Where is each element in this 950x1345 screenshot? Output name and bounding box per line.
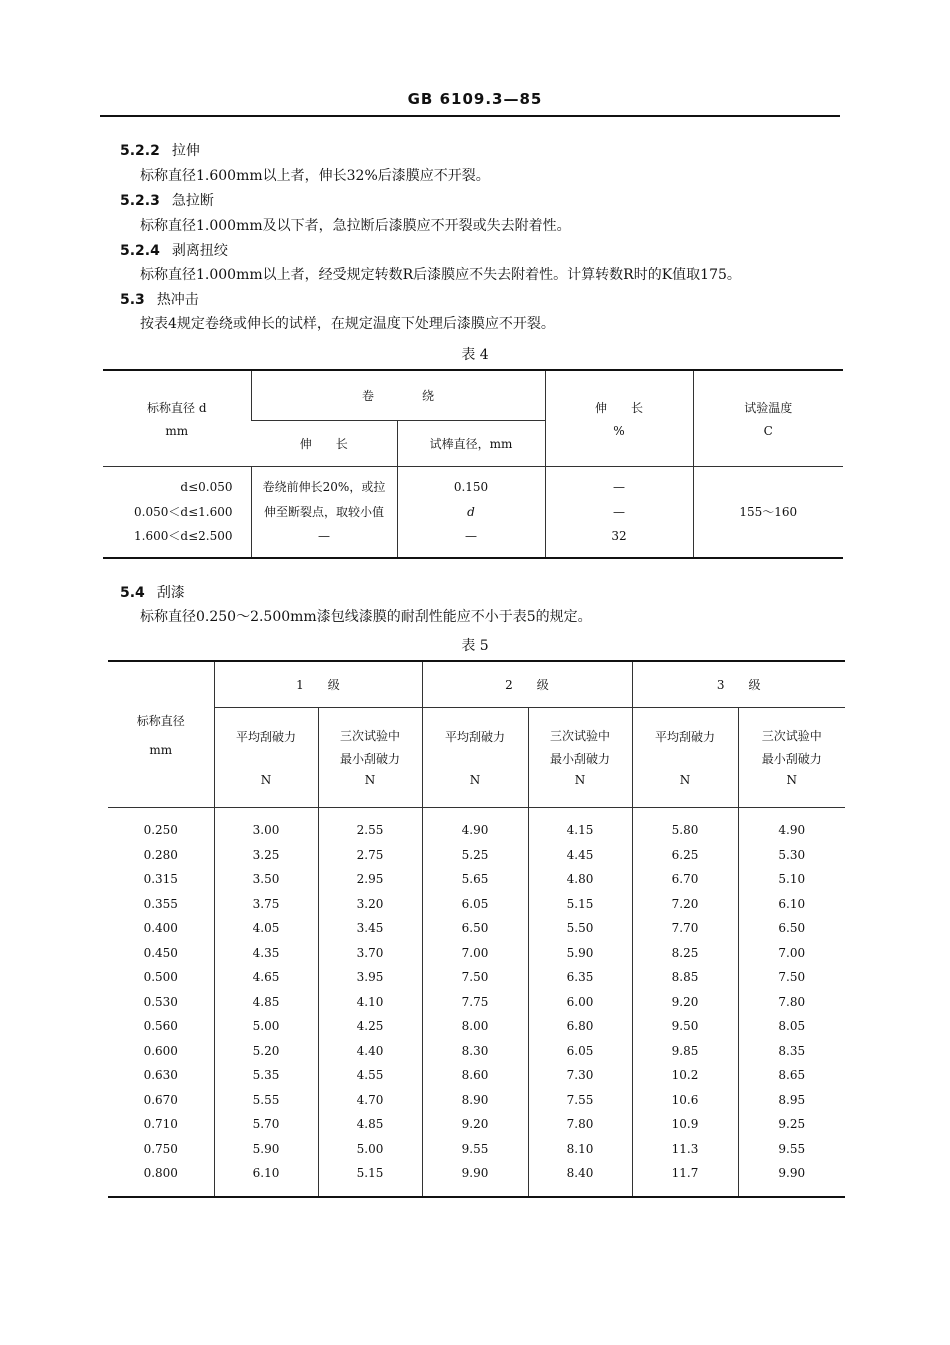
- t4-col-wind-elong: 卷绕前伸长20%，或拉 伸至断裂点，取较小值 —: [251, 466, 397, 558]
- table-cell: 9.20: [461, 1117, 489, 1131]
- table-cell: 5.10: [778, 872, 806, 886]
- t5-col-g1-avg: [214, 807, 318, 1197]
- header-rule: [100, 115, 840, 117]
- heading-5-4: 5.4 刮漆: [120, 585, 185, 601]
- table-cell: 8.90: [461, 1092, 489, 1107]
- table-cell: 3.25: [252, 847, 280, 862]
- table-cell: 5.90: [566, 945, 594, 960]
- table-cell: 10.9: [671, 1117, 699, 1131]
- t5-col-g1-min: [318, 807, 422, 1197]
- table-cell: 7.50: [461, 970, 489, 984]
- table-cell: 0.800: [143, 1166, 178, 1180]
- t4-head-temp: 试验温度 C: [693, 370, 843, 466]
- table5-caption: 表 5: [461, 638, 489, 654]
- table-cell: 0.500: [143, 970, 178, 984]
- table-cell: 5.65: [461, 872, 489, 886]
- doc-header: GB 6109.3—85: [407, 90, 543, 108]
- table-cell: 10.2: [671, 1068, 699, 1082]
- t5-head-g3-avg: 平均刮破力 N: [632, 707, 738, 807]
- table-cell: 3.20: [356, 896, 384, 911]
- table-cell: 4.05: [252, 921, 280, 935]
- table-cell: 7.20: [671, 896, 699, 911]
- table-cell: 6.50: [461, 921, 489, 935]
- table-cell: 0.355: [143, 896, 178, 911]
- table-cell: 7.75: [461, 994, 489, 1009]
- table-cell: 5.70: [252, 1117, 280, 1131]
- table-cell: 8.60: [461, 1068, 489, 1082]
- para-5-3: 按表4规定卷绕或伸长的试样，在规定温度下处理后漆膜应不开裂。: [140, 316, 555, 332]
- table-cell: 5.90: [252, 1141, 280, 1156]
- table-cell: 0.530: [143, 994, 178, 1009]
- table-cell: 4.15: [566, 823, 594, 837]
- table-cell: 8.25: [671, 945, 699, 960]
- table-cell: 4.70: [356, 1092, 384, 1107]
- t5-head-grade-2: 2 级: [422, 661, 632, 707]
- table-cell: 0.560: [143, 1019, 178, 1033]
- table-cell: 5.25: [461, 847, 489, 862]
- table-cell: 7.30: [566, 1068, 594, 1082]
- table-cell: 8.00: [461, 1019, 489, 1033]
- table-cell: 5.50: [566, 921, 594, 935]
- table-cell: 2.55: [356, 823, 384, 837]
- table-cell: 0.450: [143, 945, 178, 960]
- t5-col-g2-min: [528, 807, 632, 1197]
- t5-head-g1-min: 三次试验中 最小刮破力 N: [318, 707, 422, 807]
- t5-col-g2-avg: [422, 807, 528, 1197]
- table-cell: 5.15: [566, 896, 594, 911]
- table-cell: 8.65: [778, 1068, 806, 1082]
- table-cell: 7.80: [566, 1117, 594, 1131]
- table-cell: 4.90: [778, 823, 806, 837]
- t5-head-g3-min: 三次试验中 最小刮破力 N: [738, 707, 845, 807]
- table-cell: 4.55: [356, 1068, 384, 1082]
- t5-col-diam: [108, 807, 214, 1197]
- table-cell: 3.50: [252, 872, 280, 886]
- para-5-2-3: 标称直径1.000mm及以下者，急拉断后漆膜应不开裂或失去附着性。: [140, 218, 571, 234]
- t5-head-g1-avg: 平均刮破力 N: [214, 707, 318, 807]
- table-cell: 9.55: [778, 1141, 806, 1156]
- table-cell: 9.90: [778, 1166, 806, 1180]
- table-cell: 4.25: [356, 1019, 384, 1033]
- table-cell: 4.35: [252, 945, 280, 960]
- table-cell: 4.85: [252, 994, 280, 1009]
- table-cell: 0.750: [143, 1141, 178, 1156]
- table-cell: 4.65: [252, 970, 280, 984]
- table-cell: 0.710: [143, 1117, 178, 1131]
- table-cell: 7.00: [461, 945, 489, 960]
- table-cell: 8.40: [566, 1166, 594, 1180]
- t4-head-rod: 试棒直径，mm: [397, 420, 545, 466]
- table-cell: 6.70: [671, 872, 699, 886]
- table-cell: 5.80: [671, 823, 699, 837]
- t4-head-elong: 伸 长 %: [545, 370, 693, 466]
- table-cell: 6.10: [252, 1166, 280, 1180]
- heading-5-2-4: 5.2.4 剥离扭绞: [120, 243, 228, 259]
- table-cell: 7.50: [778, 970, 806, 984]
- para-5-2-4: 标称直径1.000mm以上者，经受规定转数R后漆膜应不失去附着性。计算转数R时的K值取175。: [140, 267, 741, 283]
- table-cell: 8.85: [671, 970, 699, 984]
- t5-col-g3-min: [738, 807, 845, 1197]
- table-cell: 6.05: [461, 896, 489, 911]
- table-cell: 9.55: [461, 1141, 489, 1156]
- t4-col-elong: — — 32: [545, 466, 693, 558]
- table-cell: 5.30: [778, 847, 806, 862]
- table-cell: 8.30: [461, 1043, 489, 1058]
- table-cell: 3.95: [356, 970, 384, 984]
- t5-head-diam: 标称直径 mm: [108, 661, 214, 807]
- t5-head-g2-min: 三次试验中 最小刮破力 N: [528, 707, 632, 807]
- table-cell: 0.315: [143, 872, 178, 886]
- t4-head-wind: 卷 绕: [251, 370, 545, 420]
- table-cell: 0.400: [143, 921, 178, 935]
- t4-head-wind-elong: 伸 长: [251, 420, 397, 466]
- table-cell: 6.35: [566, 970, 594, 984]
- table-cell: 9.85: [671, 1043, 699, 1058]
- table-cell: 8.10: [566, 1141, 594, 1156]
- table-cell: 5.00: [356, 1141, 384, 1156]
- table-cell: 6.25: [671, 847, 699, 862]
- table-cell: 5.35: [252, 1068, 280, 1082]
- table-cell: 9.50: [671, 1019, 699, 1033]
- t4-head-diam: 标称直径 d mm: [103, 370, 251, 466]
- table-cell: 7.80: [778, 994, 806, 1009]
- table-cell: 0.600: [143, 1043, 178, 1058]
- table-cell: 4.90: [461, 823, 489, 837]
- table-cell: 5.55: [252, 1092, 280, 1107]
- table-cell: 3.70: [356, 945, 384, 960]
- table-cell: 8.05: [778, 1019, 806, 1033]
- table-cell: 4.45: [566, 847, 594, 862]
- table-cell: 9.90: [461, 1166, 489, 1180]
- table-cell: 3.45: [356, 921, 384, 935]
- table-cell: 6.10: [778, 896, 806, 911]
- table-cell: 6.05: [566, 1043, 594, 1058]
- table-cell: 9.20: [671, 994, 699, 1009]
- table-cell: 5.15: [356, 1166, 384, 1180]
- t4-col-diam: d≤0.050 0.050＜d≤1.600 1.600＜d≤2.500: [134, 480, 233, 543]
- t5-col-g3-avg: [632, 807, 738, 1197]
- table-cell: 11.7: [671, 1166, 699, 1180]
- table-cell: 4.80: [566, 872, 594, 886]
- table-5: [108, 660, 845, 1198]
- table-cell: 2.95: [356, 872, 384, 886]
- table-cell: 6.80: [566, 1019, 594, 1033]
- table-cell: 0.250: [143, 823, 178, 837]
- table-cell: 5.00: [252, 1019, 280, 1033]
- table-cell: 8.35: [778, 1043, 806, 1058]
- t5-head-grade-3: 3 级: [632, 661, 845, 707]
- heading-5-2-2: 5.2.2 拉伸: [120, 143, 200, 159]
- heading-5-3: 5.3 热冲击: [120, 292, 199, 308]
- table-cell: 11.3: [671, 1141, 699, 1156]
- table-cell: 7.70: [671, 921, 699, 935]
- para-5-4: 标称直径0.250～2.500mm漆包线漆膜的耐刮性能应不小于表5的规定。: [140, 609, 592, 625]
- table-cell: 10.6: [671, 1092, 699, 1107]
- table-cell: 7.00: [778, 945, 806, 960]
- t4-col-rod: 0.150 d —: [397, 466, 545, 558]
- table-cell: 2.75: [356, 847, 384, 862]
- table-cell: 4.85: [356, 1117, 384, 1131]
- t5-head-grade-1: 1 级: [214, 661, 422, 707]
- table-cell: 4.10: [356, 994, 384, 1009]
- table-cell: 3.00: [252, 823, 280, 837]
- table-4: [103, 369, 843, 559]
- table-cell: 0.670: [143, 1092, 178, 1107]
- heading-5-2-3: 5.2.3 急拉断: [120, 193, 214, 209]
- t5-head-g2-avg: 平均刮破力 N: [422, 707, 528, 807]
- para-5-2-2: 标称直径1.600mm以上者，伸长32%后漆膜应不开裂。: [140, 168, 490, 184]
- table4-caption: 表 4: [461, 347, 489, 363]
- table-cell: 5.20: [252, 1043, 280, 1058]
- table-cell: 0.280: [143, 847, 178, 862]
- table-cell: 3.75: [252, 896, 280, 911]
- table-cell: 6.50: [778, 921, 806, 935]
- t4-col-temp: 155～160: [693, 466, 843, 558]
- table-cell: 0.630: [143, 1068, 178, 1082]
- table-cell: 8.95: [778, 1092, 806, 1107]
- table-cell: 4.40: [356, 1043, 384, 1058]
- table-cell: 7.55: [566, 1092, 594, 1107]
- table-cell: 9.25: [778, 1117, 806, 1131]
- table-cell: 6.00: [566, 994, 594, 1009]
